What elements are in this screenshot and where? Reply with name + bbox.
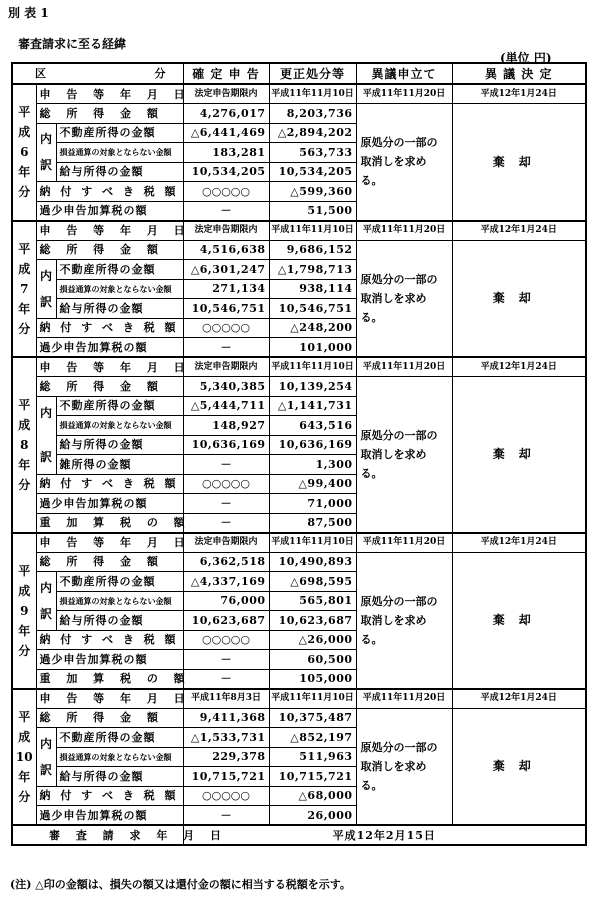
row-label-date: 申 告 等 年 月 日 bbox=[36, 221, 183, 241]
kakutei-value: ○○○○○ bbox=[183, 630, 269, 650]
kakutei-value: 229,378 bbox=[183, 747, 269, 767]
kakutei-value: 10,623,687 bbox=[183, 611, 269, 631]
kousei-value: △599,360 bbox=[269, 182, 356, 202]
date-cell: 法定申告期限内 bbox=[183, 84, 269, 104]
kakutei-value: 9,411,368 bbox=[183, 708, 269, 728]
row-label-fudosan: 不動産所得の金額 bbox=[56, 260, 183, 280]
kousei-value: 10,375,487 bbox=[269, 708, 356, 728]
row-label-date: 申 告 等 年 月 日 bbox=[36, 357, 183, 377]
unit-label: (単位 円) bbox=[500, 51, 552, 65]
kakutei-value: 148,927 bbox=[183, 416, 269, 436]
kakutei-value: － bbox=[183, 201, 269, 221]
decision-cell: 棄却 bbox=[452, 240, 586, 357]
uchi-char: 内 bbox=[39, 132, 52, 147]
row-label-sonshitsu: 損益通算の対象とならない金額 bbox=[56, 591, 183, 611]
row-label-kashou: 過少申告加算税の額 bbox=[36, 338, 183, 358]
row-label-sonshitsu: 損益通算の対象とならない金額 bbox=[56, 279, 183, 299]
table-row bbox=[12, 533, 586, 553]
row-label-kyuyo: 給与所得の金額 bbox=[56, 299, 183, 319]
row-label-kyuyo: 給与所得の金額 bbox=[56, 162, 183, 182]
year-char: 7 bbox=[20, 281, 29, 296]
row-label-juka: 重 加 算 税 の 額 bbox=[36, 513, 183, 533]
year-cell bbox=[12, 533, 36, 689]
year-char: 8 bbox=[20, 437, 29, 452]
kakutei-value: 5,340,385 bbox=[183, 377, 269, 397]
year-char: 分 bbox=[18, 477, 31, 492]
date-cell: 平成11年11月10日 bbox=[269, 84, 356, 104]
wake-char: 訳 bbox=[39, 294, 52, 309]
uchiwake-cell bbox=[36, 123, 56, 182]
year-char: 平 bbox=[18, 105, 31, 120]
row-label-total: 総 所 得 金 額 bbox=[36, 552, 183, 572]
kousei-value: 565,801 bbox=[269, 591, 356, 611]
date-cell: 平成11年11月20日 bbox=[356, 533, 452, 553]
kakutei-value: － bbox=[183, 669, 269, 689]
year-char: 平 bbox=[18, 709, 31, 724]
objection-cell: 原処分の一部の取消しを求める。 bbox=[356, 240, 452, 357]
kakutei-value: 4,276,017 bbox=[183, 104, 269, 124]
date-cell: 平成11年11月10日 bbox=[269, 689, 356, 709]
row-label-total: 総 所 得 金 額 bbox=[36, 377, 183, 397]
table-row bbox=[12, 552, 586, 572]
kousei-value: 10,534,205 bbox=[269, 162, 356, 182]
year-char: 年 bbox=[18, 457, 31, 472]
table-row bbox=[12, 689, 586, 709]
kousei-value: △2,894,202 bbox=[269, 123, 356, 143]
year-char: 平 bbox=[18, 397, 31, 412]
kousei-value: 643,516 bbox=[269, 416, 356, 436]
date-cell: 平成11年8月3日 bbox=[183, 689, 269, 709]
kousei-value: 8,203,736 bbox=[269, 104, 356, 124]
year-char: 成 bbox=[18, 583, 31, 598]
kousei-value: △26,000 bbox=[269, 630, 356, 650]
table-row bbox=[12, 240, 586, 260]
kousei-value: 10,490,893 bbox=[269, 552, 356, 572]
kakutei-value: 10,546,751 bbox=[183, 299, 269, 319]
document-title: 審査請求に至る経緯 bbox=[18, 37, 127, 51]
year-char: 6 bbox=[20, 145, 29, 160]
row-label-kyuyo: 給与所得の金額 bbox=[56, 611, 183, 631]
row-label-date: 申 告 等 年 月 日 bbox=[36, 689, 183, 709]
year-char: 平 bbox=[18, 241, 31, 256]
row-label-fudosan: 不動産所得の金額 bbox=[56, 572, 183, 592]
footer-row bbox=[12, 825, 586, 845]
date-cell: 平成12年1月24日 bbox=[452, 221, 586, 241]
kousei-value: 10,546,751 bbox=[269, 299, 356, 319]
row-label-date: 申 告 等 年 月 日 bbox=[36, 84, 183, 104]
header-kubun-text: 区 bbox=[35, 67, 46, 80]
table-row bbox=[12, 104, 586, 124]
row-label-kyuyo: 給与所得の金額 bbox=[56, 767, 183, 787]
objection-cell: 原処分の一部の取消しを求める。 bbox=[356, 104, 452, 221]
kousei-value: 26,000 bbox=[269, 806, 356, 826]
row-label-date: 申 告 等 年 月 日 bbox=[36, 533, 183, 553]
date-cell: 平成11年11月20日 bbox=[356, 221, 452, 241]
kousei-value: 60,500 bbox=[269, 650, 356, 670]
year-char: 分 bbox=[18, 185, 31, 200]
kousei-value: 938,114 bbox=[269, 279, 356, 299]
year-cell bbox=[12, 221, 36, 358]
kousei-value: 71,000 bbox=[269, 494, 356, 514]
row-label-sonshitsu: 損益通算の対象とならない金額 bbox=[56, 747, 183, 767]
row-label-nofu: 納 付 す べ き 税 額 bbox=[36, 786, 183, 806]
uchiwake-cell bbox=[36, 396, 56, 474]
uchi-char: 内 bbox=[39, 268, 52, 283]
header-igi-moushitate: 異議申立て bbox=[356, 63, 452, 84]
row-label-total: 総 所 得 金 額 bbox=[36, 104, 183, 124]
uchi-char: 内 bbox=[39, 406, 52, 420]
kousei-value: △698,595 bbox=[269, 572, 356, 592]
kousei-value: △248,200 bbox=[269, 318, 356, 338]
date-cell: 平成11年11月20日 bbox=[356, 357, 452, 377]
kakutei-value: △6,301,247 bbox=[183, 260, 269, 280]
kakutei-value: － bbox=[183, 455, 269, 475]
table-row bbox=[12, 708, 586, 728]
uchi-char: 内 bbox=[39, 736, 52, 751]
kousei-value: △99,400 bbox=[269, 474, 356, 494]
row-label-total: 総 所 得 金 額 bbox=[36, 708, 183, 728]
row-label-fudosan: 不動産所得の金額 bbox=[56, 123, 183, 143]
objection-cell: 原処分の一部の取消しを求める。 bbox=[356, 377, 452, 533]
date-cell: 平成12年1月24日 bbox=[452, 84, 586, 104]
year-char: 成 bbox=[18, 261, 31, 276]
date-cell: 平成12年1月24日 bbox=[452, 357, 586, 377]
footnote: (注) △印の金額は、損失の額又は還付金の額に相当する税額を示す。 bbox=[10, 878, 351, 891]
header-bun-text: 分 bbox=[154, 67, 166, 80]
wake-char: 訳 bbox=[39, 158, 52, 173]
kakutei-value: － bbox=[183, 513, 269, 533]
year-char: 年 bbox=[18, 301, 31, 316]
row-label-total: 総 所 得 金 額 bbox=[36, 240, 183, 260]
row-label-kashou: 過少申告加算税の額 bbox=[36, 201, 183, 221]
kousei-value: 51,500 bbox=[269, 201, 356, 221]
wake-char: 訳 bbox=[39, 762, 52, 777]
kakutei-value: 10,636,169 bbox=[183, 435, 269, 455]
kakutei-value: 183,281 bbox=[183, 143, 269, 163]
decision-cell: 棄却 bbox=[452, 708, 586, 825]
objection-cell: 原処分の一部の取消しを求める。 bbox=[356, 708, 452, 825]
kousei-value: 1,300 bbox=[269, 455, 356, 475]
kakutei-value: － bbox=[183, 494, 269, 514]
year-cell bbox=[12, 84, 36, 221]
date-cell: 平成11年11月10日 bbox=[269, 357, 356, 377]
year-char: 年 bbox=[18, 769, 31, 784]
header-kousei: 更正処分等 bbox=[269, 63, 356, 84]
row-label-kyuyo: 給与所得の金額 bbox=[56, 435, 183, 455]
kakutei-value: △1,533,731 bbox=[183, 728, 269, 748]
kousei-value: △1,141,731 bbox=[269, 396, 356, 416]
row-label-nofu: 納 付 す べ き 税 額 bbox=[36, 182, 183, 202]
year-char: 分 bbox=[18, 789, 31, 804]
uchiwake-cell bbox=[36, 572, 56, 631]
table-row bbox=[12, 357, 586, 377]
row-label-sonshitsu: 損益通算の対象とならない金額 bbox=[56, 416, 183, 436]
kousei-value: △1,798,713 bbox=[269, 260, 356, 280]
objection-cell: 原処分の一部の取消しを求める。 bbox=[356, 552, 452, 689]
kousei-value: 105,000 bbox=[269, 669, 356, 689]
kakutei-value: 4,516,638 bbox=[183, 240, 269, 260]
kakutei-value: △5,444,711 bbox=[183, 396, 269, 416]
kousei-value: 511,963 bbox=[269, 747, 356, 767]
kousei-value: 10,636,169 bbox=[269, 435, 356, 455]
row-label-juka: 重 加 算 税 の 額 bbox=[36, 669, 183, 689]
table-row bbox=[12, 221, 586, 241]
year-char: 年 bbox=[18, 623, 31, 638]
row-label-kashou: 過少申告加算税の額 bbox=[36, 806, 183, 826]
row-label-nofu: 納 付 す べ き 税 額 bbox=[36, 474, 183, 494]
kakutei-value: ○○○○○ bbox=[183, 318, 269, 338]
year-cell bbox=[12, 357, 36, 533]
year-char: 年 bbox=[18, 165, 31, 180]
decision-cell: 棄却 bbox=[452, 377, 586, 533]
kakutei-value: － bbox=[183, 650, 269, 670]
kakutei-value: 10,715,721 bbox=[183, 767, 269, 787]
kakutei-value: 10,534,205 bbox=[183, 162, 269, 182]
kakutei-value: 76,000 bbox=[183, 591, 269, 611]
uchiwake-cell bbox=[36, 728, 56, 787]
decision-cell: 棄却 bbox=[452, 104, 586, 221]
date-cell: 平成12年1月24日 bbox=[452, 689, 586, 709]
date-cell: 法定申告期限内 bbox=[183, 357, 269, 377]
table-header-row bbox=[12, 63, 586, 84]
table-row bbox=[12, 84, 586, 104]
row-label-fudosan: 不動産所得の金額 bbox=[56, 396, 183, 416]
kakutei-value: － bbox=[183, 338, 269, 358]
header-kubun bbox=[12, 63, 183, 84]
table-row bbox=[12, 377, 586, 397]
footer-value: 平成12年2月15日 bbox=[183, 825, 586, 845]
year-cell bbox=[12, 689, 36, 826]
kousei-value: 101,000 bbox=[269, 338, 356, 358]
kousei-value: 10,623,687 bbox=[269, 611, 356, 631]
kousei-value: 563,733 bbox=[269, 143, 356, 163]
kakutei-value: 6,362,518 bbox=[183, 552, 269, 572]
kakutei-value: － bbox=[183, 806, 269, 826]
year-char: 成 bbox=[18, 729, 31, 744]
kousei-value: 10,139,254 bbox=[269, 377, 356, 397]
header-kakutei: 確 定 申 告 bbox=[183, 63, 269, 84]
date-cell: 平成12年1月24日 bbox=[452, 533, 586, 553]
uchi-char: 内 bbox=[39, 580, 52, 595]
date-cell: 平成11年11月20日 bbox=[356, 84, 452, 104]
date-cell: 法定申告期限内 bbox=[183, 221, 269, 241]
year-char: 成 bbox=[18, 417, 31, 432]
year-char: 成 bbox=[18, 125, 31, 140]
kakutei-value: ○○○○○ bbox=[183, 786, 269, 806]
date-cell: 平成11年11月10日 bbox=[269, 533, 356, 553]
date-cell: 法定申告期限内 bbox=[183, 533, 269, 553]
kakutei-value: ○○○○○ bbox=[183, 474, 269, 494]
wake-char: 訳 bbox=[39, 606, 52, 621]
wake-char: 訳 bbox=[39, 450, 52, 464]
year-char: 分 bbox=[18, 643, 31, 658]
history-table bbox=[11, 62, 587, 846]
year-char: 10 bbox=[15, 749, 33, 764]
kousei-value: △852,197 bbox=[269, 728, 356, 748]
kakutei-value: ○○○○○ bbox=[183, 182, 269, 202]
kousei-value: 87,500 bbox=[269, 513, 356, 533]
document-label: 別 表 1 bbox=[8, 6, 49, 20]
header-igi-kettei: 異 議 決 定 bbox=[452, 63, 586, 84]
row-label-fudosan: 不動産所得の金額 bbox=[56, 728, 183, 748]
year-char: 9 bbox=[20, 603, 29, 618]
kousei-value: △68,000 bbox=[269, 786, 356, 806]
kakutei-value: △4,337,169 bbox=[183, 572, 269, 592]
date-cell: 平成11年11月20日 bbox=[356, 689, 452, 709]
decision-cell: 棄却 bbox=[452, 552, 586, 689]
kakutei-value: △6,441,469 bbox=[183, 123, 269, 143]
year-char: 分 bbox=[18, 321, 31, 336]
row-label-nofu: 納 付 す べ き 税 額 bbox=[36, 318, 183, 338]
kakutei-value: 271,134 bbox=[183, 279, 269, 299]
row-label-sonshitsu: 損益通算の対象とならない金額 bbox=[56, 143, 183, 163]
row-label-kashou: 過少申告加算税の額 bbox=[36, 650, 183, 670]
uchiwake-cell bbox=[36, 260, 56, 319]
kousei-value: 10,715,721 bbox=[269, 767, 356, 787]
row-label-kashou: 過少申告加算税の額 bbox=[36, 494, 183, 514]
year-char: 平 bbox=[18, 563, 31, 578]
footer-label: 審 査 請 求 年 月 日 bbox=[12, 825, 183, 845]
kousei-value: 9,686,152 bbox=[269, 240, 356, 260]
row-label-nofu: 納 付 す べ き 税 額 bbox=[36, 630, 183, 650]
date-cell: 平成11年11月10日 bbox=[269, 221, 356, 241]
row-label-zatsu: 雑所得の金額 bbox=[56, 455, 183, 475]
